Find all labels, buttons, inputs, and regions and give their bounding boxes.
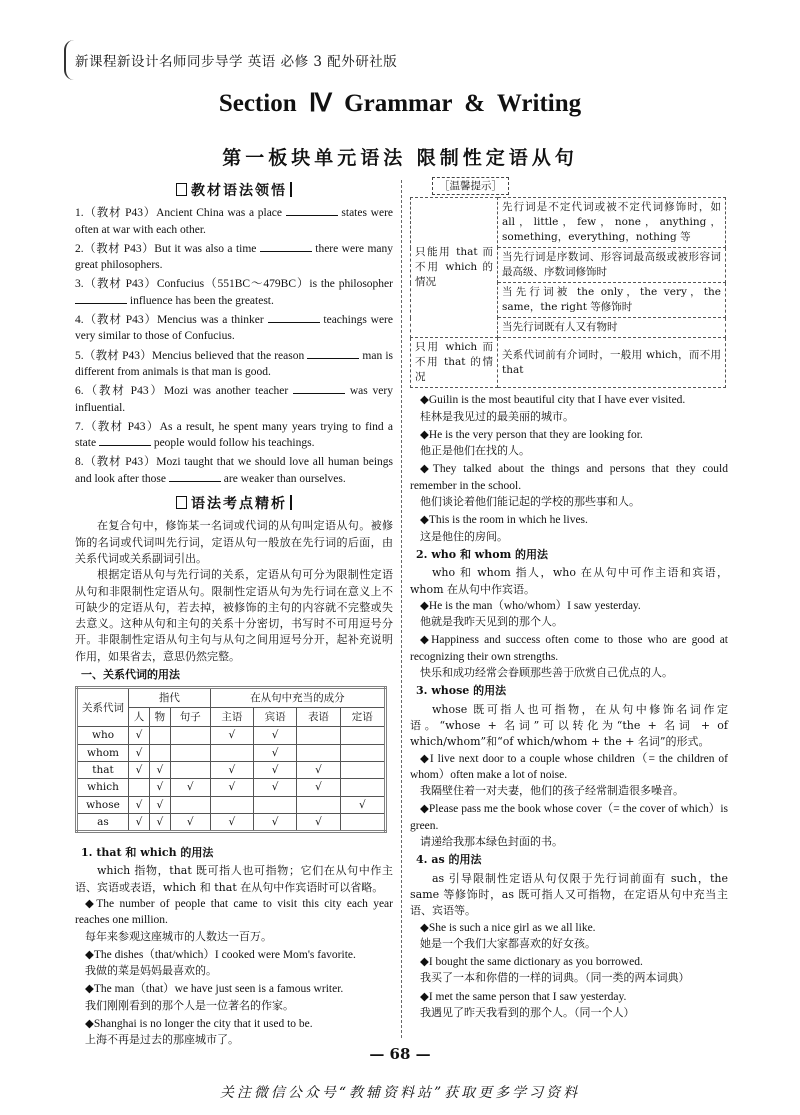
textbook-item: 8.（教材 P43）Mozi taught that we should love all human beings and look after those are weaker than ourselves. [75,456,393,485]
textbook-item: 3.（教材 P43）Confucius（551BC～479BC）is the philosopher influence has been the greatest. [75,278,393,307]
right-examples-2 [410,598,728,681]
example-sentence: ◆This is the room in which he lives. [420,514,588,527]
check-cell [170,744,210,761]
textbook-item: 5.（教材 P43）Mencius believed that the reason man is different from animals is that man is good. [75,349,393,378]
table-col-header: 定语 [340,708,385,727]
textbook-items [75,205,393,487]
check-cell: √ [254,813,297,831]
example-translation: 我做的菜是妈妈最喜欢的。 [85,964,217,978]
check-cell [170,761,210,778]
check-cell: √ [210,779,253,796]
check-cell: √ [210,761,253,778]
check-cell [254,796,297,813]
tip-only-which: 只用 which 而不用 that 的情况 [411,338,498,388]
check-cell: √ [129,744,150,761]
tip-case: 当先行词既有人又有物时 [498,318,726,338]
point-2-title: 2. who 和 whom 的用法 [416,547,549,561]
check-cell: √ [254,761,297,778]
check-cell [340,727,385,744]
table-row [77,727,386,744]
example-translation: 我们刚刚看到的那个人是一位著名的作家。 [85,998,294,1012]
table-col-header: 主语 [210,708,253,727]
example-translation: 请递给我那本绿色封面的书。 [420,835,563,849]
table-row [77,779,386,796]
example-translation: 她是一个我们大家都喜欢的好女孩。 [420,936,596,950]
pronoun-cell: whose [77,796,129,813]
example-sentence: ◆They talked about the things and persons that they could remember in the school. [410,463,728,492]
right-examples-1 [410,392,728,545]
check-cell [340,744,385,761]
check-cell: √ [210,813,253,831]
fill-blank[interactable] [75,293,127,304]
check-cell [210,744,253,761]
example-translation: 这是他住的房间。 [420,529,508,543]
check-cell: √ [297,761,340,778]
example-sentence: ◆He is the very person that they are looking for. [420,428,643,441]
example-translation: 快乐和成功经常会眷顾那些善于欣赏自己优点的人。 [420,666,673,680]
table-header-role: 在从句中充当的成分 [210,688,385,708]
example-sentence: ◆I live next door to a couple whose children（= the children of whom）often make a lot of noise. [410,752,728,781]
table-header-pronoun: 关系代词 [77,688,129,727]
example-translation: 桂林是我见过的最美丽的城市。 [420,409,574,423]
table-row [77,796,386,813]
example-sentence: ◆The number of people that came to visit this city each year reaches one million. [75,897,393,927]
table-col-header: 宾语 [254,708,297,727]
check-cell: √ [254,744,297,761]
example-translation: 每年来参观这座城市的人数达一百万。 [85,929,272,943]
table-col-header: 句子 [170,708,210,727]
table-row [77,761,386,778]
example-sentence: ◆Please pass me the book whose cover（= the cover of which）is green. [410,803,728,832]
pronoun-cell: whom [77,744,129,761]
page-number: — 68 — [369,1045,431,1063]
tip-table [410,197,726,388]
tip-case: 当先行词被 the only，the very，the same，the right 等修饰时 [498,283,726,318]
point-3-body: whose 既可指人也可指物，在从句中修饰名词作定语。“whose + 名词”可以转化为“the + 名词 + of which/whom”和“of which/whom + the + 名词”的形式。 [410,702,728,749]
right-examples-3 [410,751,728,851]
point-3-title: 3. whose 的用法 [416,684,507,698]
fill-blank[interactable] [307,348,359,359]
check-cell [340,779,385,796]
fill-blank[interactable] [293,383,345,394]
pronoun-cell: that [77,761,129,778]
check-cell: √ [149,813,170,831]
left-column [75,178,393,1051]
example-translation: 他就是我昨天见到的那个人。 [420,615,563,629]
check-cell [297,796,340,813]
check-cell [149,727,170,744]
column-divider [401,180,402,1038]
check-cell: √ [297,779,340,796]
left-examples [75,896,393,1049]
check-cell [149,744,170,761]
example-sentence: ◆Shanghai is no longer the city that it used to be. [85,1018,313,1031]
check-cell: √ [340,796,385,813]
example-sentence: ◆The man（that）we have just seen is a famous writer. [85,983,344,996]
example-sentence: ◆He is the man（who/whom）I saw yesterday. [420,599,641,612]
block-heading-analysis: 语法考点精析 [75,495,393,512]
check-cell: √ [149,796,170,813]
book-icon [176,496,187,509]
example-translation: 我隔壁住着一对夫妻，他们的孩子经常制造很多噪音。 [420,784,684,798]
check-cell: √ [129,761,150,778]
tip-label: ［温馨提示］ [432,177,509,195]
pronoun-cell: which [77,779,129,796]
example-sentence: ◆Guilin is the most beautiful city that I have ever visited. [420,394,686,407]
tip-case: 先行词是不定代词或被不定代词修饰时，如 all，little，few，none，anything，something，everything，nothing 等 [498,198,726,248]
check-cell [210,796,253,813]
example-translation: 我遇见了昨天我看到的那个人。（同一个人） [420,1005,635,1019]
example-sentence: ◆I bought the same dictionary as you borrowed. [420,956,643,969]
check-cell: √ [210,727,253,744]
table-row [77,813,386,831]
check-cell: √ [149,761,170,778]
textbook-item: 7.（教材 P43）As a result, he spent many years trying to find a state people would follow his teachings. [75,420,393,450]
running-header: 新课程新设计名师同步导学 英语 必修 3 配外研社版 [75,54,398,70]
table-col-header: 人 [129,708,150,727]
tip-case: 关系代词前有介词时，一般用 which，而不用 that [498,338,726,388]
check-cell [170,796,210,813]
example-sentence: ◆She is such a nice girl as we all like. [420,921,596,934]
example-sentence: ◆I met the same person that I saw yesterday. [420,990,627,1003]
intro-paragraph-1: 在复合句中，修饰某一名词或代词的从句叫定语从句。被修饰的名词或代词叫先行词，定语从句一般放在先行词的后面，由关系代词或关系副词引出。 [75,519,393,565]
textbook-item: 2.（教材 P43）But it was also a time there were many great philosophers. [75,242,393,272]
table-col-header: 表语 [297,708,340,727]
check-cell [170,727,210,744]
book-icon [176,183,187,196]
check-cell [340,761,385,778]
check-cell: √ [170,779,210,796]
check-cell: √ [254,727,297,744]
textbook-item: 1.（教材 P43）Ancient China was a place states were often at war with each other. [75,207,393,236]
table-row [77,744,386,761]
tip-case: 当先行词是序数词、形容词最高级或被形容词最高级、序数词修饰时 [498,248,726,283]
check-cell: √ [129,727,150,744]
point-4-body: as 引导限制性定语从句仅限于先行词前面有 such，the same 等修饰时，as 既可指人又可指物，在定语从句中充当主语、宾语等。 [410,871,728,918]
relative-pronoun-table [75,686,387,833]
pronoun-cell: as [77,813,129,831]
table-col-header: 物 [149,708,170,727]
example-translation: 他们谈论着他们能记起的学校的那些事和人。 [420,495,640,509]
section-title: Section Ⅳ Grammar & Writing [218,90,582,117]
point-1-body: which 指物，that 既可指人也可指物；它们在从句中作主语、宾语或表语，which 和 that 在从句中作宾语时可以省略。 [75,864,393,894]
footer-note: 关注微信公众号“教辅资料站”获取更多学习资料 [219,1085,581,1101]
sub-heading-relative-pronouns: 一、关系代词的用法 [81,668,180,682]
check-cell: √ [129,813,150,831]
table-header-reference: 指代 [129,688,211,708]
check-cell [297,744,340,761]
check-cell: √ [170,813,210,831]
check-cell [129,779,150,796]
fill-blank[interactable] [260,241,312,252]
check-cell: √ [297,813,340,831]
fill-blank[interactable] [286,205,338,216]
pronoun-cell: who [77,727,129,744]
check-cell: √ [254,779,297,796]
example-sentence: ◆Happiness and success often come to those who are good at recognizing their own strengths. [410,634,728,663]
fill-blank[interactable] [99,435,151,446]
check-cell [340,813,385,831]
fill-blank[interactable] [169,471,221,482]
chapter-subtitle: 第一板块单元语法 限制性定语从句 [222,147,578,169]
textbook-item: 6.（教材 P43）Mozi was another teacher was very influential. [75,385,393,414]
right-column [410,178,728,1023]
example-translation: 我买了一本和你借的一样的词典。（同一类的两本词典） [420,971,690,985]
check-cell [297,727,340,744]
point-4-title: 4. as 的用法 [416,853,482,867]
point-2-body: who 和 whom 指人，who 在从句中可作主语和宾语，whom 在从句中作宾语。 [410,566,728,596]
tip-only-that: 只能用 that 而不用 which 的情况 [411,198,498,338]
check-cell: √ [149,779,170,796]
example-sentence: ◆The dishes（that/which）I cooked were Mom's favorite. [85,948,356,961]
textbook-item: 4.（教材 P43）Mencius was a thinker teachings were very similar to those of Confucius. [75,314,393,343]
fill-blank[interactable] [268,312,320,323]
intro-paragraph-2: 根据定语从句与先行词的关系，定语从句可分为限制性定语从句和非限制性定语从句。限制性定语从句为先行词在意义上不可缺少的定语从句，若去掉，被修饰的主句的内容就不完整或失去意义。这种从句和主句的关系十分密切，书写时不可用逗号分开。非限制性定语从句主句与从句之间用逗号分开，起补充说明作用，如果省去，意思仍然完整。 [75,568,393,663]
block-heading-textbook: 教材语法领悟 [75,182,393,199]
example-translation: 上海不再是过去的那座城市了。 [85,1033,239,1047]
point-1-title: 1. that 和 which 的用法 [81,846,214,860]
check-cell: √ [129,796,150,813]
example-translation: 他正是他们在找的人。 [420,444,530,458]
right-examples-4 [410,920,728,1022]
